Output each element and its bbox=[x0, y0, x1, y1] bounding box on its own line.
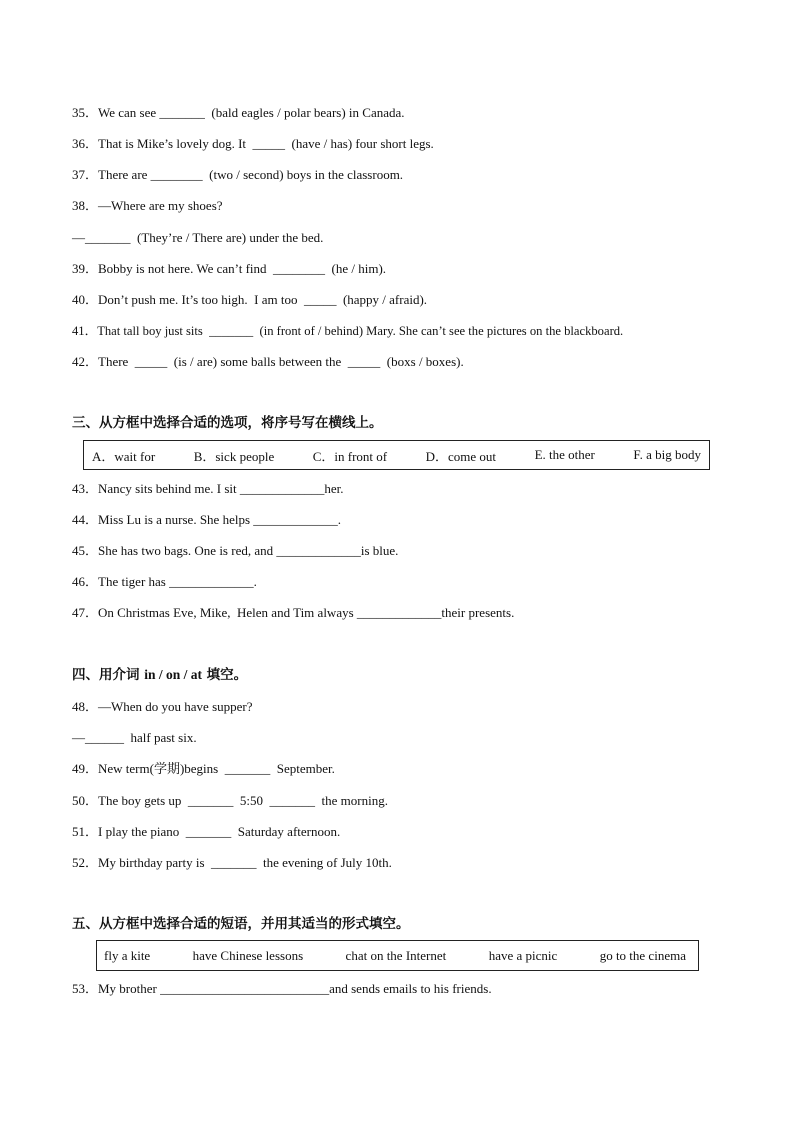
question-48-answer: —______ half past six. bbox=[72, 730, 197, 745]
phrase-4: have a picnic bbox=[488, 947, 558, 963]
option-b: B．sick people bbox=[193, 448, 275, 464]
option-f: F. a big body bbox=[633, 447, 701, 462]
section3-option-box bbox=[83, 440, 710, 470]
question-48: 48．—When do you have supper? bbox=[72, 699, 253, 714]
option-d: D．come out bbox=[425, 448, 497, 464]
question-40: 40．Don’t push me. It’s too high. I am too _____ (happy / afraid). bbox=[72, 292, 428, 307]
phrase-2: have Chinese lessons bbox=[192, 947, 304, 963]
question-50: 50．The boy gets up _______ 5:50 _______ the morning. bbox=[72, 793, 388, 808]
question-41: 41．That tall boy just sits _______ (in front of / behind) Mary. She can’t see the pictures on the blackboard. bbox=[72, 324, 624, 338]
phrase-5: go to the cinema bbox=[599, 947, 686, 963]
section5-phrase-box bbox=[96, 940, 699, 971]
question-51: 51．I play the piano _______ Saturday afternoon. bbox=[72, 824, 341, 839]
question-45: 45．She has two bags. One is red, and _____________is blue. bbox=[72, 543, 399, 558]
question-38-answer: —_______ (They’re / There are) under the bed. bbox=[72, 230, 324, 245]
section3-heading: 三、从方框中选择合适的选项，将序号写在横线上。 bbox=[72, 415, 383, 431]
question-38: 38．—Where are my shoes? bbox=[72, 198, 223, 213]
question-35: 35．We can see _______ (bald eagles / polar bears) in Canada. bbox=[72, 105, 405, 120]
section4-heading bbox=[72, 666, 247, 684]
question-39: 39．Bobby is not here. We can’t find ________ (he / him). bbox=[72, 261, 387, 276]
option-a: A．wait for bbox=[92, 448, 156, 464]
question-43: 43．Nancy sits behind me. I sit _____________her. bbox=[72, 481, 344, 496]
phrase-3: chat on the Internet bbox=[345, 947, 447, 963]
option-c: C．in front of bbox=[312, 448, 388, 464]
section4-heading-en: in / on / at bbox=[144, 667, 202, 682]
phrase-1: fly a kite bbox=[104, 947, 151, 963]
question-44: 44．Miss Lu is a nurse. She helps _____________. bbox=[72, 512, 342, 527]
section4-heading-cn1: 四、用介词 bbox=[72, 667, 145, 683]
section4-heading-cn2: 填空。 bbox=[201, 667, 248, 683]
question-47: 47．On Christmas Eve, Mike, Helen and Tim always _____________their presents. bbox=[72, 605, 515, 620]
question-53: 53．My brother __________________________and sends emails to his friends. bbox=[72, 981, 492, 996]
question-37: 37．There are ________ (two / second) boys in the classroom. bbox=[72, 167, 404, 182]
question-49: 49．New term(学期)begins _______ September. bbox=[72, 761, 335, 776]
section5-heading: 五、从方框中选择合适的短语，并用其适当的形式填空。 bbox=[72, 916, 410, 932]
question-36: 36．That is Mike’s lovely dog. It _____ (have / has) four short legs. bbox=[72, 136, 434, 151]
question-42: 42．There _____ (is / are) some balls between the _____ (boxs / boxes). bbox=[72, 354, 464, 369]
question-52: 52．My birthday party is _______ the evening of July 10th. bbox=[72, 855, 392, 870]
question-46: 46．The tiger has _____________. bbox=[72, 574, 257, 589]
option-e: E. the other bbox=[534, 447, 595, 462]
